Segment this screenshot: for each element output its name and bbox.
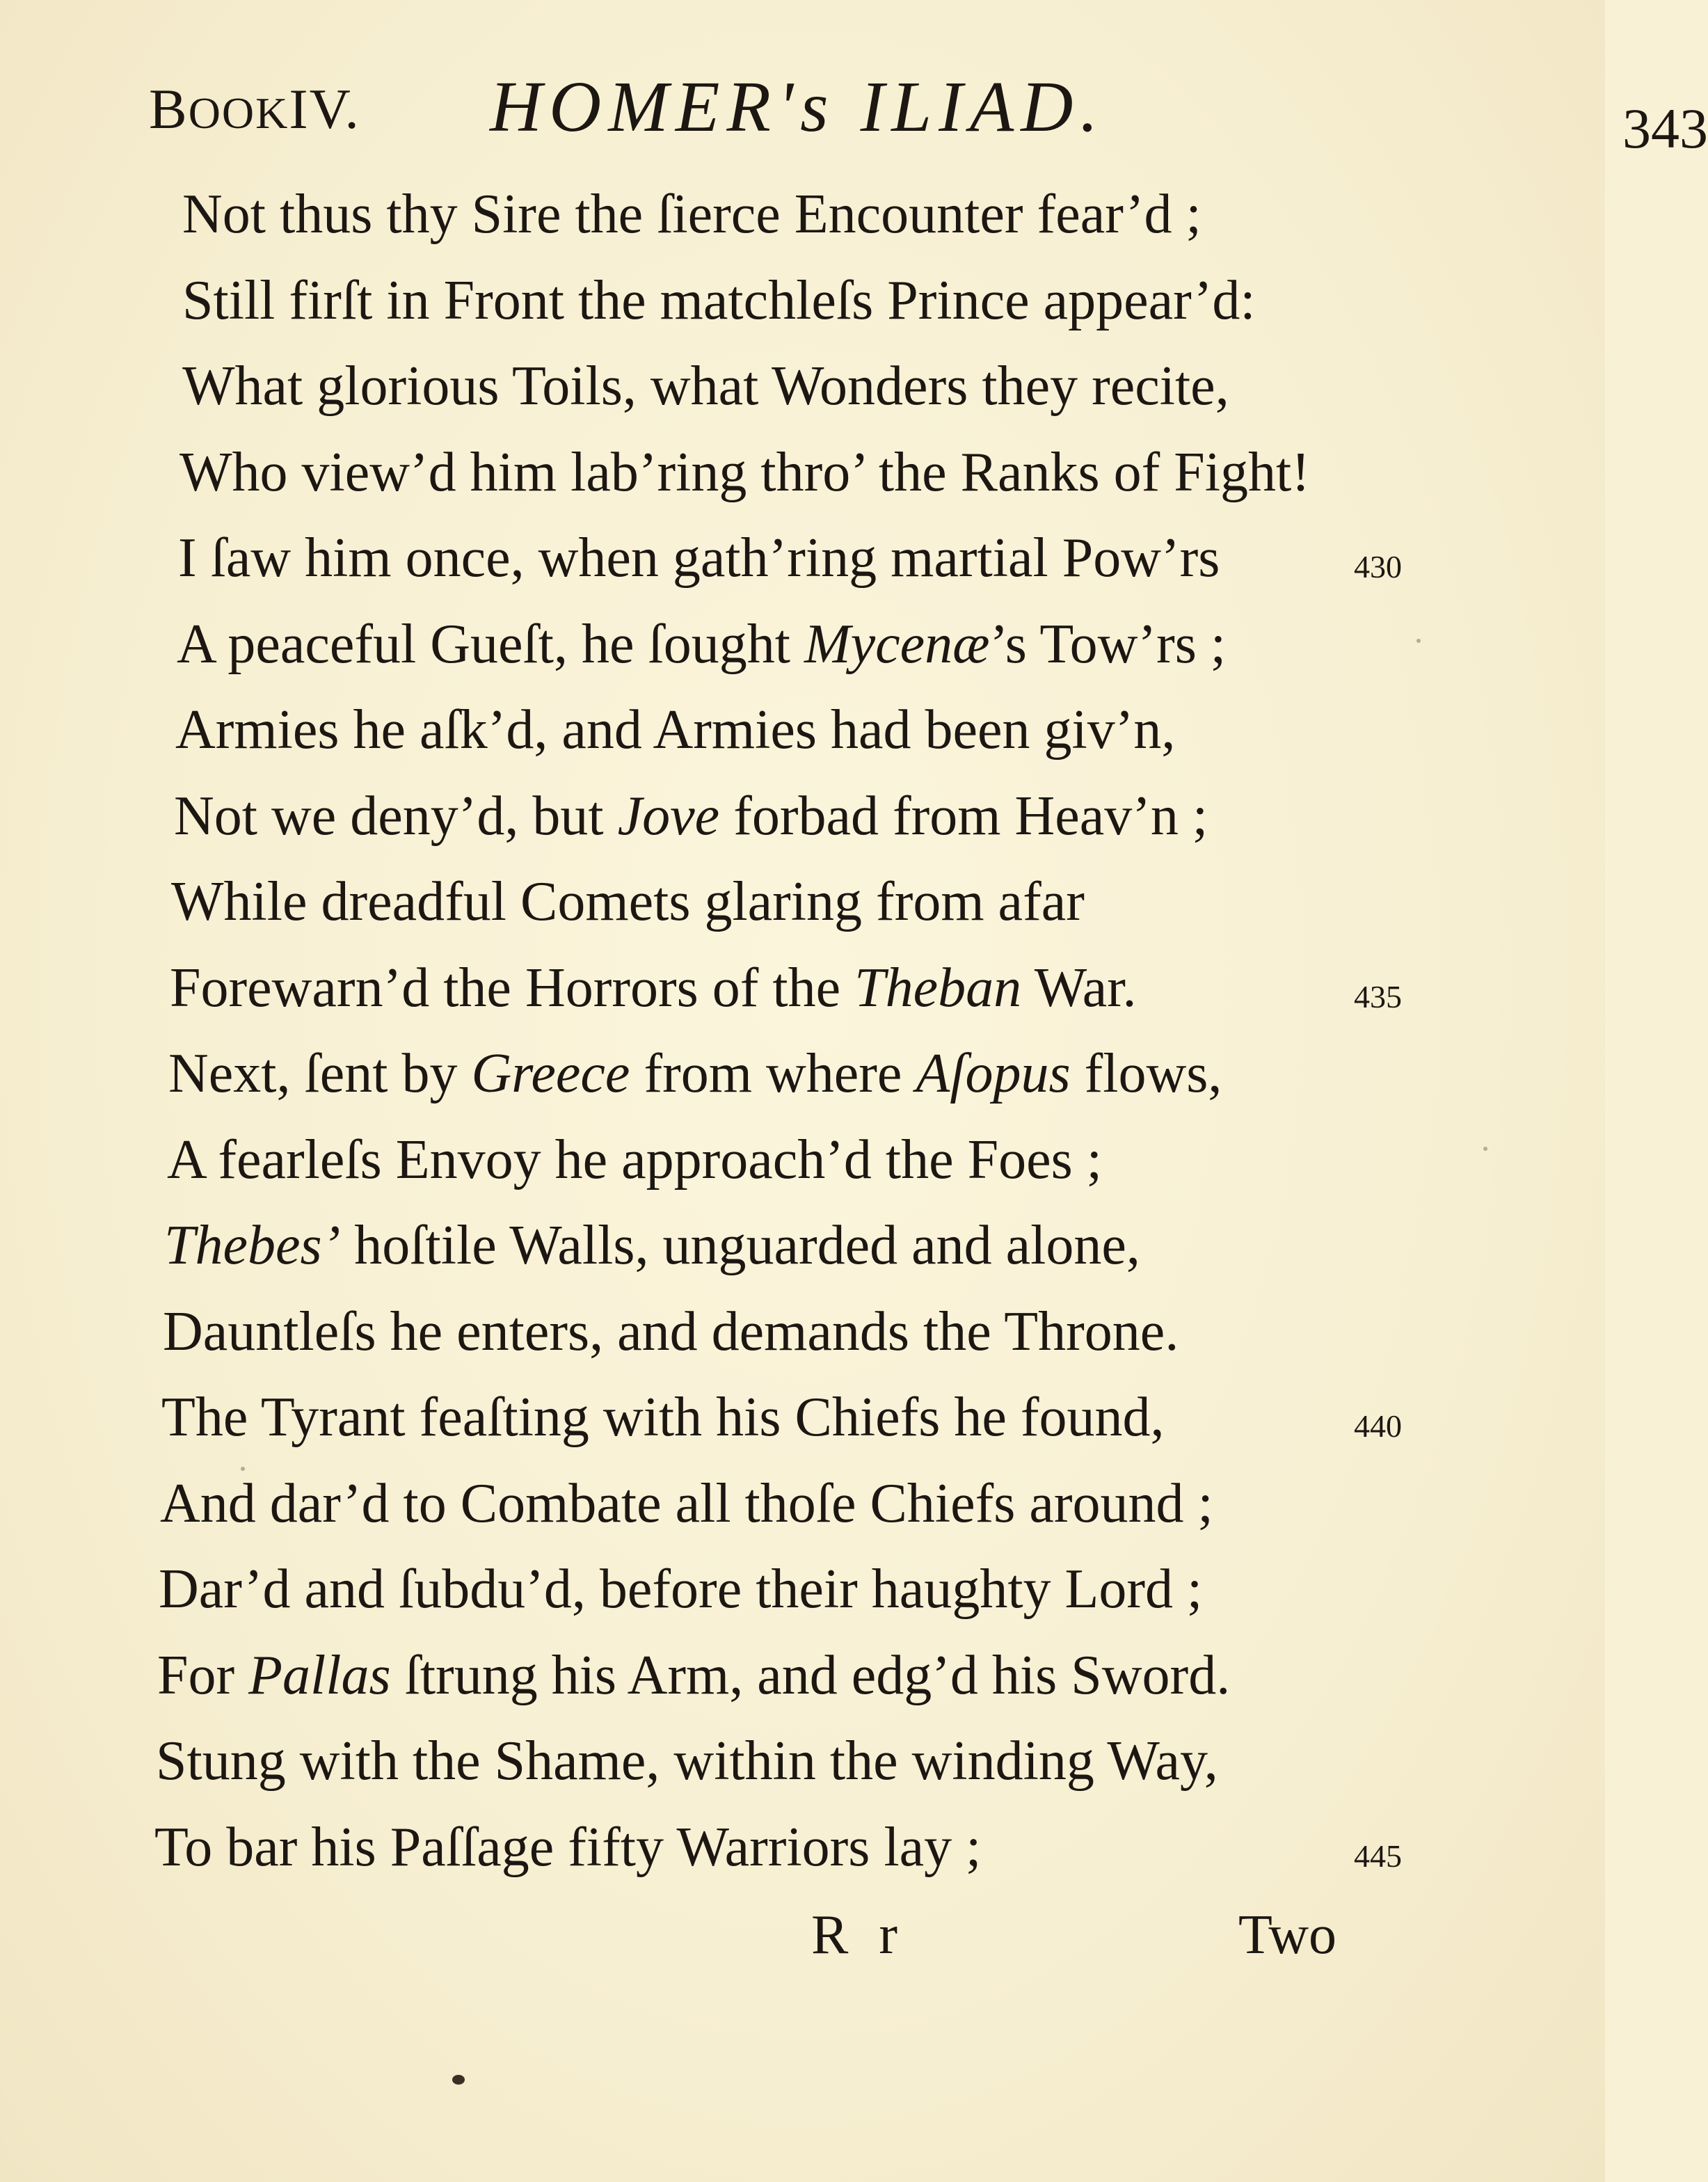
verse-line [159, 1559, 1203, 1620]
verse-line [177, 613, 1227, 675]
verse-text: forbad from Heav’n ; [719, 785, 1208, 847]
verse-text: Stung with the Shame, within the winding Way, [156, 1730, 1218, 1792]
verse-line [182, 356, 1229, 417]
paper-speck [1483, 1147, 1487, 1151]
verse-line [179, 441, 1310, 503]
line-number: 445 [1354, 1838, 1402, 1874]
verse-line [171, 871, 1085, 932]
verse-italic-text: Theban [854, 957, 1022, 1019]
verse-line [168, 1043, 1222, 1104]
verse-line [174, 785, 1208, 847]
verse-line [167, 1129, 1103, 1190]
verse-text: A peaceful Gueſt, he ſought [177, 613, 804, 675]
verse-text: For [157, 1644, 249, 1706]
verse-text: Next, ſent by [168, 1043, 472, 1104]
book-label [149, 77, 360, 142]
paper-speck [1416, 639, 1421, 643]
ink-blot [452, 2075, 465, 2085]
verse-line [154, 1816, 982, 1878]
book-label-initial: B [149, 77, 189, 141]
verse-italic-text: Greece [471, 1043, 630, 1104]
verse-line [160, 1472, 1213, 1534]
verse-text: Still firſt in Front the matchleſs Prince appear’d: [182, 269, 1256, 331]
verse-line [156, 1730, 1218, 1792]
signature-mark: R r [811, 1904, 906, 1966]
line-number: 440 [1354, 1408, 1402, 1444]
verse-text: I ſaw him once, when gath’ring martial Pow’rs [178, 527, 1220, 589]
paper-speck [241, 1467, 245, 1471]
line-number: 435 [1354, 978, 1402, 1014]
verse-line [170, 957, 1137, 1019]
verse-text: While dreadful Comets glaring from afar [171, 871, 1085, 932]
verse-text: flows, [1070, 1043, 1222, 1104]
running-head [149, 61, 1708, 160]
verse-text: To bar his Paſſage fifty Warriors lay ; [154, 1816, 982, 1878]
verse-text: hoſtile Walls, unguarded and alone, [340, 1215, 1140, 1276]
book-label-rest: OOK [188, 88, 289, 138]
verse-italic-text: Aſopus [916, 1043, 1071, 1104]
verse-text: War. [1021, 957, 1137, 1019]
verse-line [175, 699, 1176, 760]
verse-text: Who view’d him lab’ring thro’ the Ranks of Fight! [179, 441, 1310, 503]
line-number: 430 [1354, 549, 1402, 584]
verse-text: from where [630, 1043, 916, 1104]
verse-text: Forewarn’d the Horrors of the [170, 957, 855, 1019]
verse-line [157, 1644, 1231, 1706]
running-title: HOMER's ILIAD. [490, 67, 1106, 147]
verse-text: Not thus thy Sire the ſierce Encounter fear’d ; [182, 184, 1202, 245]
verse-line [163, 1300, 1179, 1362]
page-number: 343 [1622, 97, 1708, 160]
verse-text: Dar’d and ſubdu’d, before their haughty Lord ; [159, 1559, 1203, 1620]
verse-text: And dar’d to Combate all thoſe Chiefs around ; [160, 1472, 1213, 1534]
verse-text: A fearleſs Envoy he approach’d the Foes ; [167, 1129, 1103, 1190]
verse-line [178, 527, 1220, 589]
book-number: IV. [289, 77, 360, 141]
verse-text: ’s Tow’rs ; [989, 613, 1227, 675]
verse-line [161, 1387, 1165, 1448]
catchword: Two [1238, 1904, 1337, 1966]
verse-italic-text: Jove [617, 785, 720, 847]
verse-italic-text: Pallas [248, 1644, 391, 1706]
verse-text: ſtrung his Arm, and edg’d his Sword. [390, 1644, 1231, 1706]
verse-text: The Tyrant feaſting with his Chiefs he found, [161, 1387, 1165, 1448]
verse-italic-text: Mycenæ [804, 613, 990, 675]
verse-text: Armies he aſk’d, and Armies had been giv’n, [175, 699, 1176, 760]
verse-line [164, 1215, 1140, 1276]
verse-text: Dauntleſs he enters, and demands the Throne. [163, 1300, 1179, 1362]
verse-line [182, 184, 1202, 245]
verse-text: What glorious Toils, what Wonders they recite, [182, 356, 1229, 417]
verse-line [182, 269, 1256, 331]
verse-italic-text: Thebes’ [164, 1215, 341, 1276]
verse-text: Not we deny’d, but [174, 785, 618, 847]
